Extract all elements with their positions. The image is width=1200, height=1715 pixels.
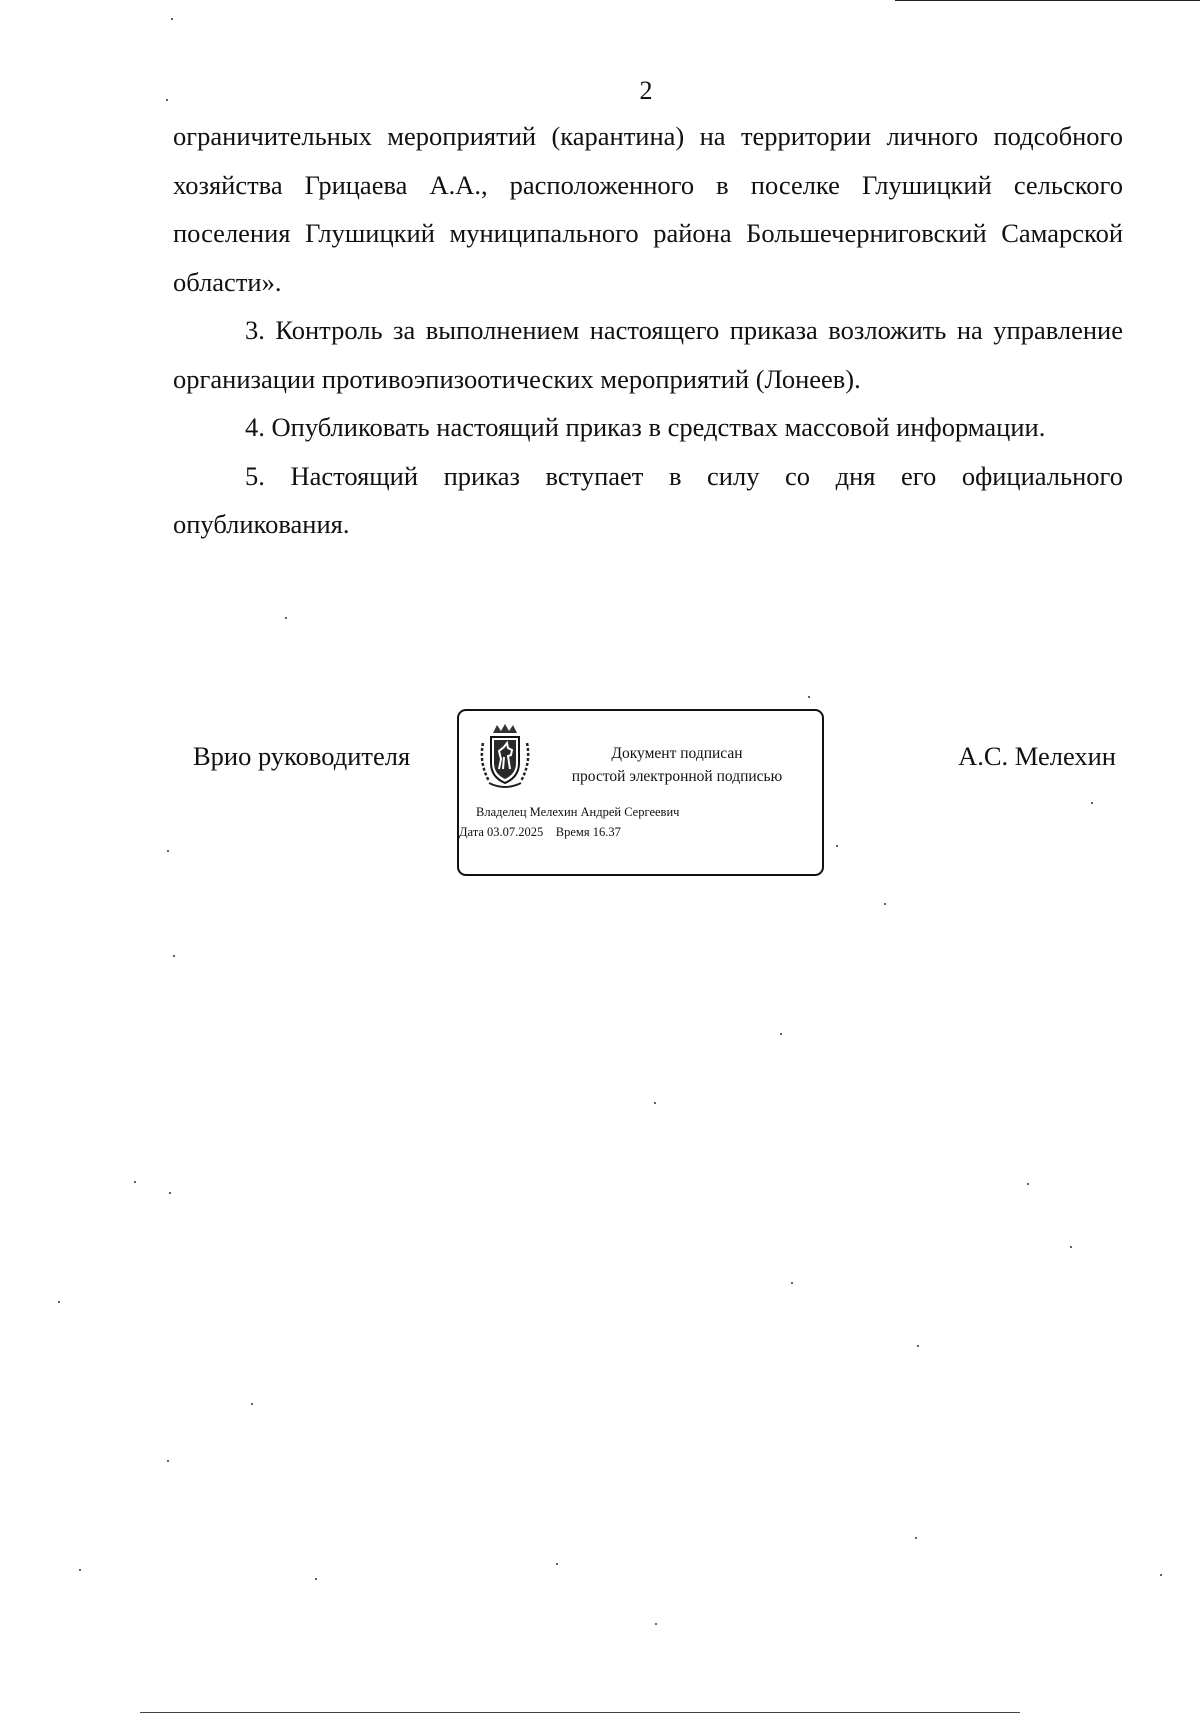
stamp-date-time: Дата 03.07.2025 Время 16.37 (459, 825, 621, 839)
stamp-owner: Владелец Мелехин Андрей Сергеевич (476, 805, 680, 819)
document-body (173, 112, 1123, 549)
stamp-heading (547, 742, 807, 788)
electronic-signature-stamp (457, 709, 824, 876)
paragraph-item-4: 4. Опубликовать настоящий приказ в средствах массовой информации. (245, 412, 1046, 442)
samara-coat-of-arms-icon (477, 723, 533, 791)
top-scan-edge (895, 0, 1200, 1)
paragraph-continuation: ограничительных мероприятий (карантина) на территории личного подсобного хозяйства Грицаева А.А., расположенного в поселке Глушицкий сельского поселения Глушицкий муниципального района Большечерниговский Самарской области». (173, 121, 1123, 297)
stamp-heading-line-1: Документ подписан (611, 745, 743, 762)
paragraph-item-5: 5. Настоящий приказ вступает в силу со дня его официального опубликования. (173, 460, 1123, 539)
stamp-heading-line-2: простой электронной подписью (571, 768, 783, 785)
paragraph-item-3: 3. Контроль за выполнением настоящего приказа возложить на управление организации противоэпизоотических мероприятий (Лонеев). (173, 315, 1123, 394)
bottom-scan-edge (140, 1712, 1020, 1713)
signer-position: Врио руководителя (193, 741, 411, 771)
signer-name: А.С. Мелехин (958, 741, 1116, 771)
page-number: 2 (639, 76, 653, 105)
